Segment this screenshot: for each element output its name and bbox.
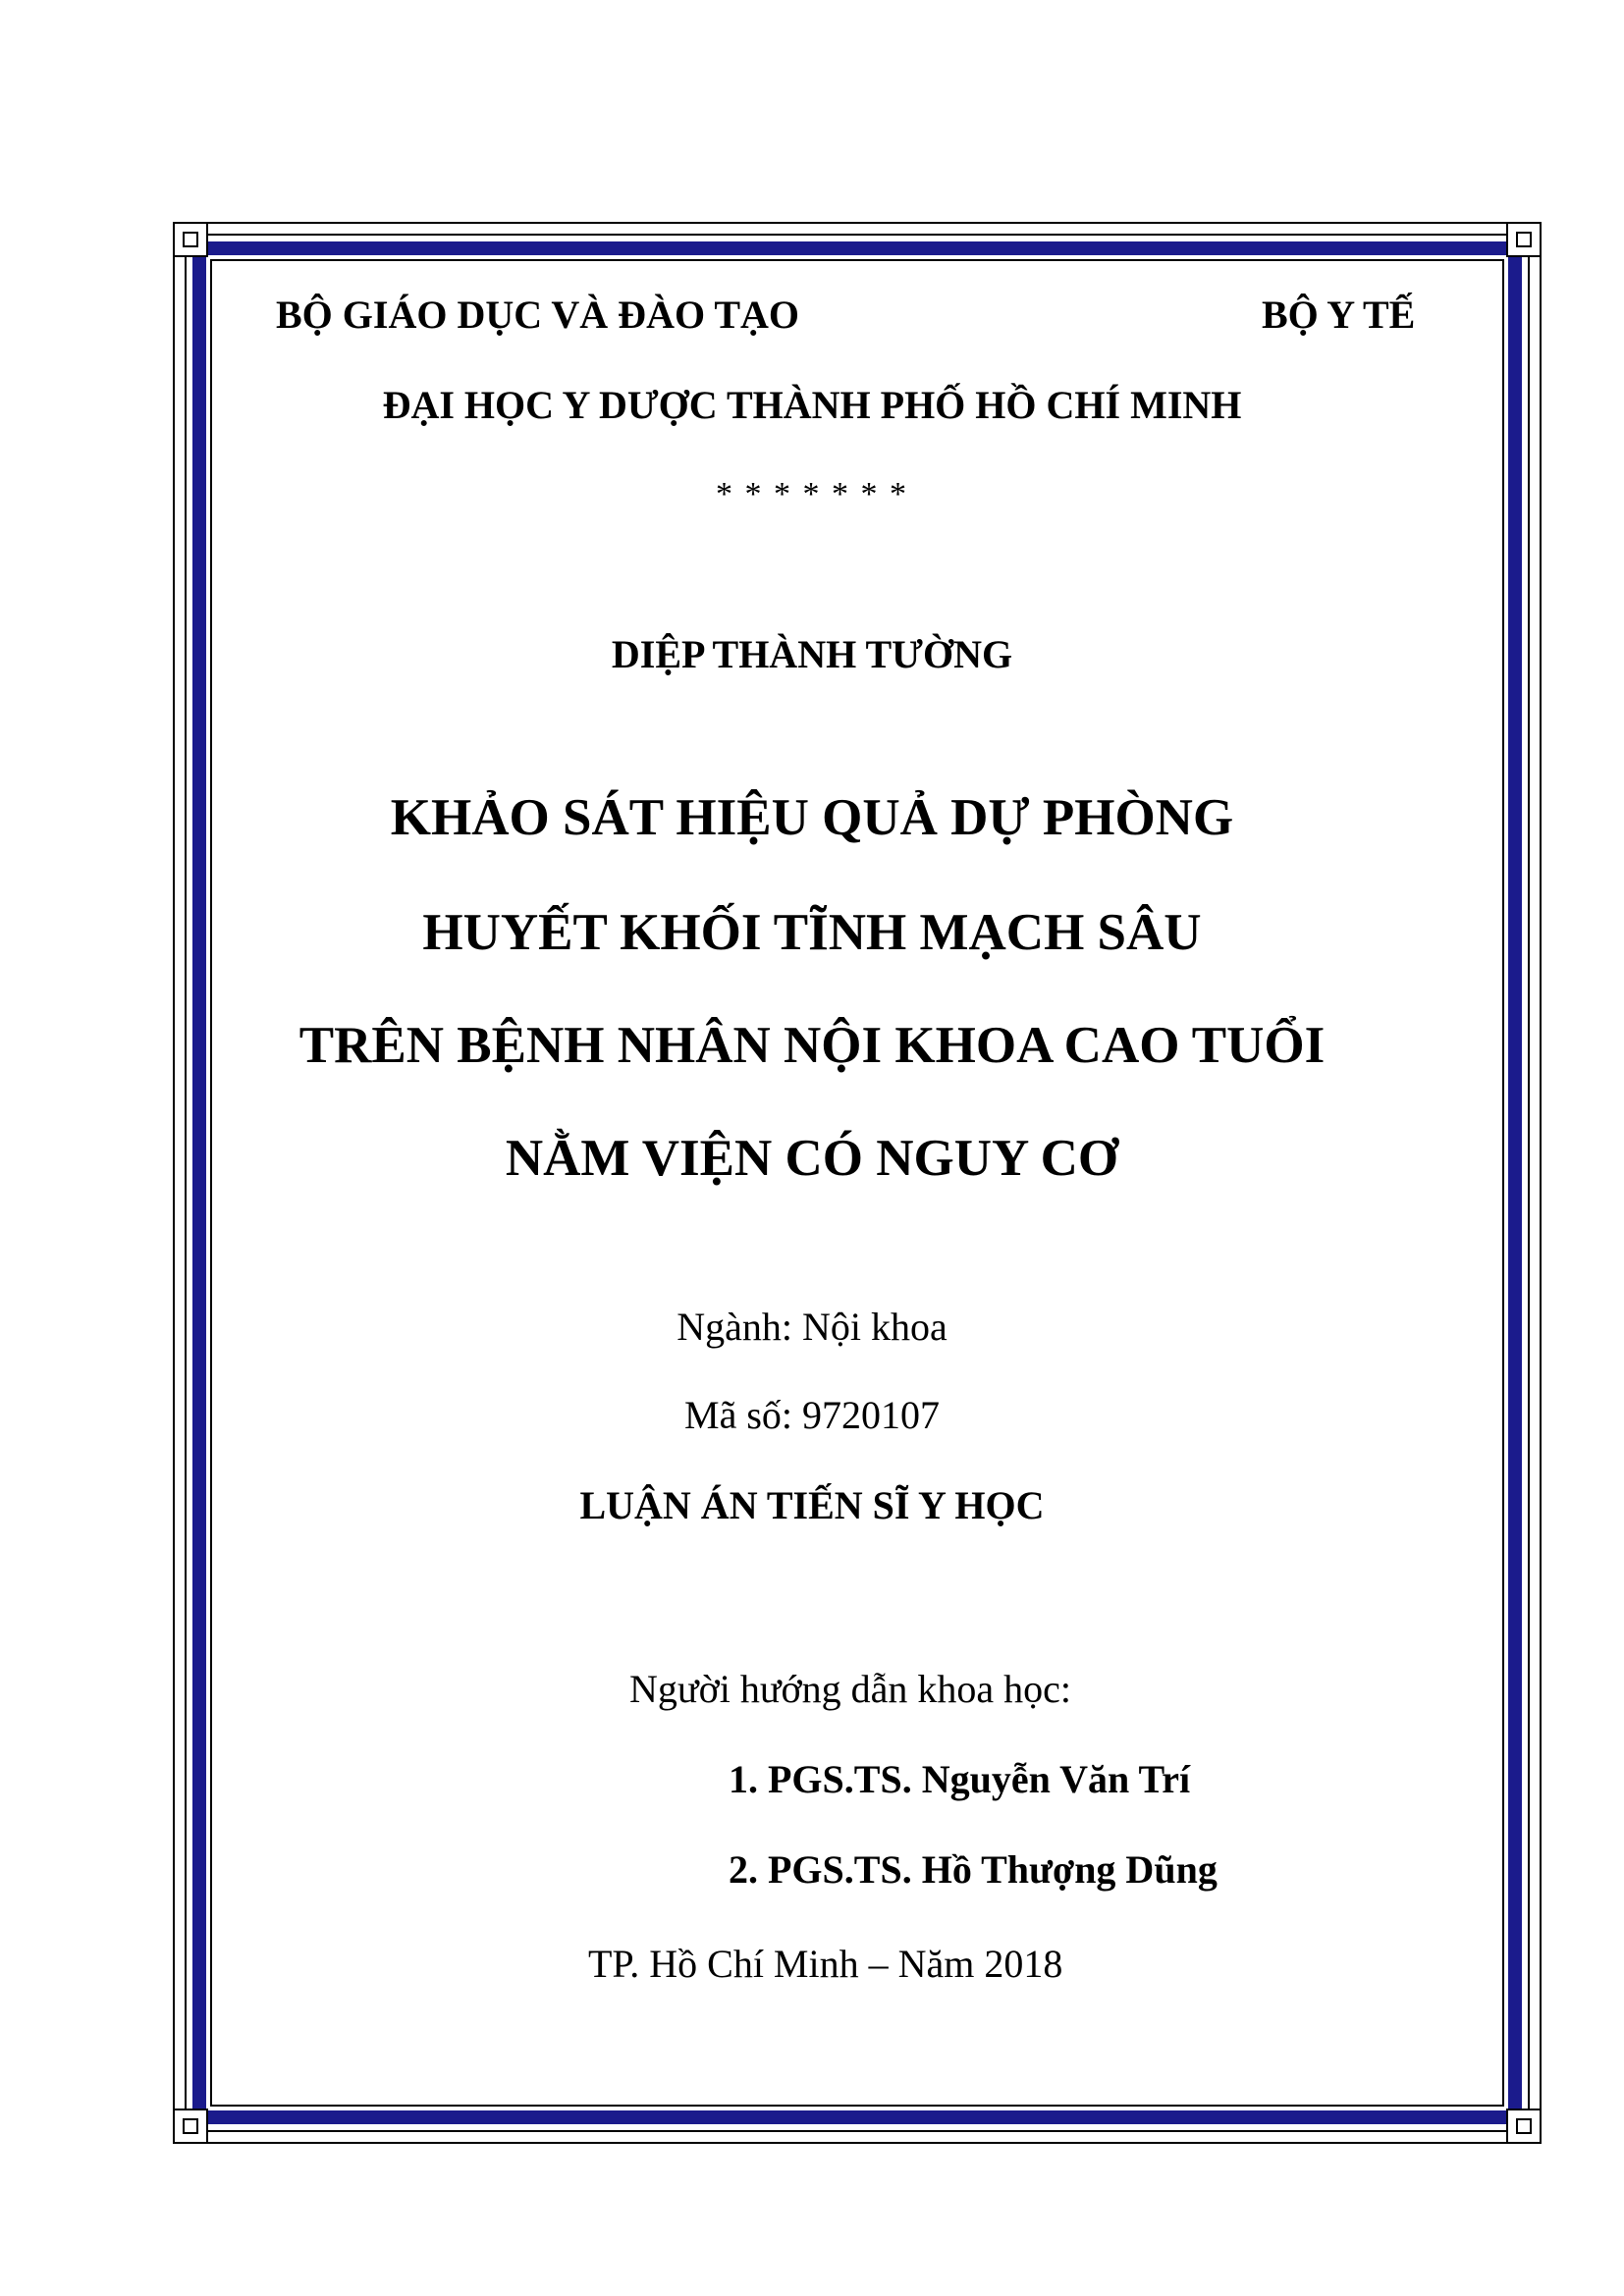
- degree-title: LUẬN ÁN TIẾN SĨ Y HỌC: [579, 1483, 1045, 1527]
- field-of-study: Ngành: Nội khoa: [677, 1305, 947, 1349]
- supervisor-name: 1. PGS.TS. Nguyễn Văn Trí: [729, 1757, 1191, 1801]
- place-and-year: TP. Hồ Chí Minh – Năm 2018: [588, 1942, 1063, 1986]
- university-name: ĐẠI HỌC Y DƯỢC THÀNH PHỐ HỒ CHÍ MINH: [382, 383, 1242, 427]
- thesis-title-line: NẰM VIỆN CÓ NGUY CƠ: [505, 1130, 1119, 1187]
- corner-ornament-top-left: [173, 222, 208, 257]
- separator-stars: * * * * * * *: [716, 476, 908, 512]
- thesis-title-line: KHẢO SÁT HIỆU QUẢ DỰ PHÒNG: [390, 789, 1234, 846]
- supervisors-label: Người hướng dẫn khoa học:: [629, 1667, 1072, 1711]
- supervisor-name: 2. PGS.TS. Hồ Thượng Dũng: [729, 1847, 1218, 1892]
- ministry-of-education: BỘ GIÁO DỤC VÀ ĐÀO TẠO: [276, 293, 800, 337]
- corner-ornament-top-right: [1506, 222, 1542, 257]
- thesis-title-line: TRÊN BỆNH NHÂN NỘI KHOA CAO TUỔI: [298, 1017, 1326, 1074]
- ministry-of-health: BỘ Y TẾ: [1262, 293, 1416, 337]
- corner-ornament-bottom-right: [1506, 2109, 1542, 2144]
- author-name: DIỆP THÀNH TƯỜNG: [611, 632, 1013, 676]
- thesis-title-line: HUYẾT KHỐI TĨNH MẠCH SÂU: [422, 904, 1202, 961]
- field-code: Mã số: 9720107: [684, 1393, 940, 1437]
- corner-ornament-bottom-left: [173, 2109, 208, 2144]
